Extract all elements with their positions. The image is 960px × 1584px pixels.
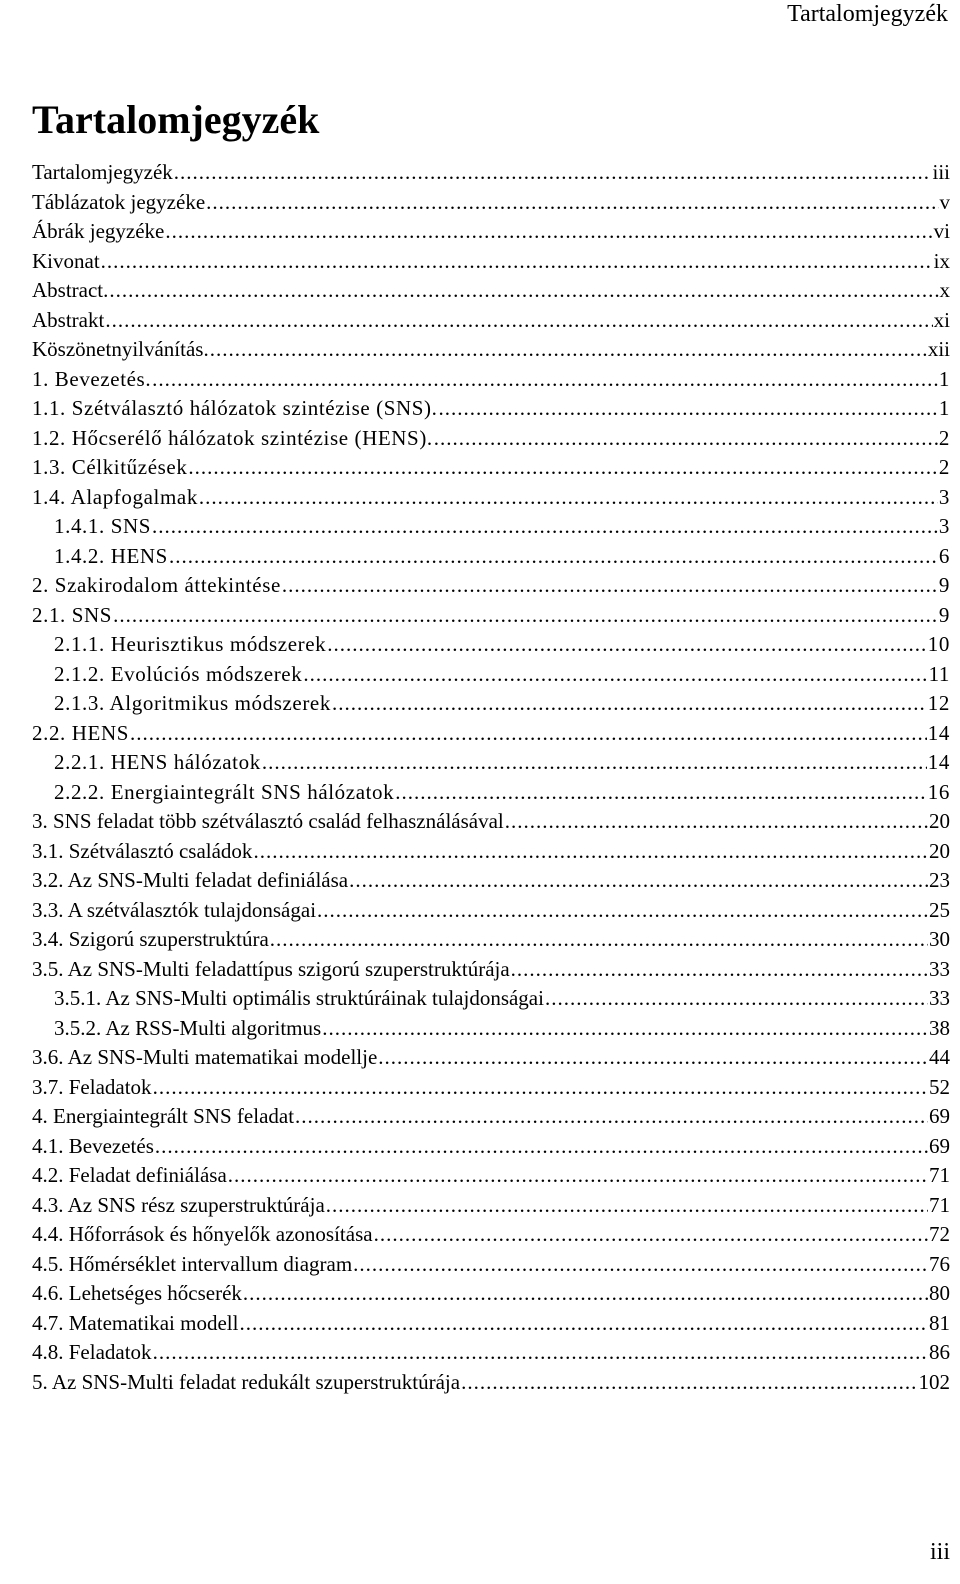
toc-dot-leader: [199, 483, 938, 513]
toc-entry-page: 1: [938, 366, 950, 391]
toc-entry[interactable]: [32, 276, 950, 306]
toc-entry-page: 14: [927, 720, 950, 745]
toc-entry[interactable]: [32, 660, 950, 690]
toc-entry-title: 3.6. Az SNS-Multi matematikai modellje: [32, 1045, 378, 1069]
toc-entry-page: 12: [927, 691, 950, 715]
toc-entry[interactable]: [32, 837, 950, 867]
toc-entry-page: 33: [929, 956, 950, 981]
toc-dot-leader: [253, 837, 928, 867]
toc-entry[interactable]: [32, 483, 950, 513]
toc-entry-page: 71: [929, 1163, 950, 1187]
toc-entry-page: 9: [938, 573, 950, 597]
toc-entry[interactable]: [32, 1073, 950, 1103]
toc-entry-page: 16: [927, 779, 950, 804]
toc-dot-leader: [210, 335, 927, 365]
toc-entry-page: 14: [927, 750, 950, 774]
page-title: Tartalomjegyzék: [32, 97, 320, 142]
toc-entry[interactable]: [32, 306, 950, 336]
toc-entry-title: 4.4. Hőforrások és hőnyelők azonosítása: [32, 1222, 373, 1246]
toc-entry-title: 2.1.1. Heurisztikus módszerek: [54, 632, 327, 656]
toc-entry-page: 20: [929, 809, 950, 833]
toc-entry-title: Ábrák jegyzéke: [32, 219, 165, 243]
toc-entry[interactable]: [32, 1014, 950, 1044]
toc-dot-leader: [243, 1279, 928, 1309]
toc-entry-title: 2.1.2. Evolúciós módszerek: [54, 661, 303, 686]
toc-dot-leader: [353, 1250, 928, 1280]
toc-entry[interactable]: [32, 896, 950, 926]
toc-dot-leader: [101, 247, 933, 277]
toc-entry[interactable]: [32, 247, 950, 277]
toc-entry[interactable]: [32, 1309, 950, 1339]
toc-entry-title: 4.3. Az SNS rész szuperstruktúrája: [32, 1192, 325, 1217]
toc-entry-title: 1.4.1. SNS: [54, 514, 152, 538]
toc-entry[interactable]: [32, 394, 950, 424]
toc-entry-page: 52: [929, 1074, 950, 1099]
toc-entry-page: 30: [929, 927, 950, 951]
toc-entry-title: 2.1.3. Algoritmikus módszerek: [54, 691, 331, 715]
toc-entry[interactable]: [32, 542, 950, 572]
table-of-contents: [32, 158, 950, 1397]
toc-entry-title: 2.2.1. HENS hálózatok: [54, 750, 261, 774]
toc-dot-leader: [228, 1161, 928, 1191]
toc-entry-page: 86: [929, 1340, 950, 1364]
page-number: iii: [929, 1539, 950, 1565]
toc-entry-page: 69: [929, 1104, 950, 1128]
toc-dot-leader: [109, 276, 938, 306]
toc-entry[interactable]: [32, 1338, 950, 1368]
toc-entry[interactable]: [32, 601, 950, 631]
toc-entry[interactable]: [32, 335, 950, 365]
toc-dot-leader: [438, 394, 937, 424]
toc-entry-title: 5. Az SNS-Multi feladat redukált szuperstruktúrája: [32, 1369, 461, 1394]
toc-entry-title: 1.3. Célkitűzések: [32, 455, 188, 479]
toc-dot-leader: [332, 689, 927, 719]
toc-entry-page: 80: [929, 1281, 950, 1305]
toc-entry[interactable]: [32, 689, 950, 719]
toc-entry-page: xii: [927, 337, 950, 361]
toc-entry-page: v: [939, 189, 950, 214]
toc-entry-page: 102: [918, 1369, 950, 1394]
toc-dot-leader: [169, 542, 938, 572]
toc-entry-page: 33: [929, 986, 950, 1010]
toc-entry[interactable]: [32, 1102, 950, 1132]
toc-dot-leader: [461, 1368, 917, 1398]
toc-entry-title: 4.6. Lehetséges hőcserék: [32, 1281, 242, 1305]
toc-entry-title: Tartalomjegyzék: [32, 160, 173, 184]
toc-entry-page: 25: [929, 897, 950, 922]
toc-entry-title: 3.2. Az SNS-Multi feladat definiálása: [32, 868, 349, 892]
toc-dot-leader: [395, 778, 927, 808]
toc-entry[interactable]: [32, 1161, 950, 1191]
toc-entry-title: 1.2. Hőcserélő hálózatok szintézise (HENS).: [32, 425, 433, 450]
toc-entry-title: 2.2. HENS: [32, 720, 129, 745]
toc-entry[interactable]: [32, 1368, 950, 1398]
toc-entry-page: 69: [929, 1133, 950, 1158]
toc-entry-title: 2.2.2. Energiaintegrált SNS hálózatok: [54, 779, 395, 804]
toc-entry-page: 76: [929, 1251, 950, 1276]
toc-entry[interactable]: [32, 984, 950, 1014]
toc-entry-title: 3.5.2. Az RSS-Multi algoritmus: [54, 1015, 322, 1040]
toc-entry[interactable]: [32, 925, 950, 955]
toc-entry-title: 3.4. Szigorú szuperstruktúra: [32, 927, 269, 951]
toc-entry-title: 4.7. Matematikai modell: [32, 1310, 239, 1335]
toc-entry[interactable]: [32, 217, 950, 247]
toc-dot-leader: [130, 719, 927, 749]
toc-entry-title: 2. Szakirodalom áttekintése: [32, 573, 281, 597]
toc-entry[interactable]: [32, 453, 950, 483]
toc-dot-leader: [326, 1191, 928, 1221]
toc-entry-page: 6: [938, 543, 950, 568]
toc-entry-title: 3.7. Feladatok: [32, 1074, 152, 1099]
toc-entry-page: 11: [928, 661, 950, 686]
toc-dot-leader: [153, 1338, 928, 1368]
toc-dot-leader: [378, 1043, 928, 1073]
toc-entry-title: 3.1. Szétválasztó családok: [32, 838, 253, 863]
toc-dot-leader: [206, 188, 938, 218]
toc-entry-title: 4.2. Feladat definiálása: [32, 1163, 227, 1187]
toc-entry[interactable]: [32, 1191, 950, 1221]
toc-entry[interactable]: [32, 571, 950, 601]
toc-entry-page: 44: [929, 1045, 950, 1069]
toc-entry-title: Köszönetnyilvánítás.: [32, 337, 209, 361]
toc-entry-title: 1.4. Alapfogalmak: [32, 484, 198, 509]
toc-dot-leader: [327, 630, 927, 660]
toc-entry[interactable]: [32, 424, 950, 454]
toc-dot-leader: [511, 955, 928, 985]
toc-entry-title: 2.1. SNS: [32, 602, 113, 627]
toc-dot-leader: [545, 984, 928, 1014]
toc-dot-leader: [317, 896, 928, 926]
toc-dot-leader: [153, 1073, 928, 1103]
toc-dot-leader: [165, 217, 932, 247]
toc-entry-title: 4.5. Hőmérséklet intervallum diagram: [32, 1251, 353, 1276]
toc-dot-leader: [155, 1132, 928, 1162]
toc-entry-page: ix: [933, 248, 950, 273]
toc-entry-page: 71: [929, 1192, 950, 1217]
toc-entry[interactable]: [32, 1250, 950, 1280]
toc-entry[interactable]: [32, 719, 950, 749]
toc-entry-title: Kivonat: [32, 248, 100, 273]
toc-entry-page: iii: [932, 160, 950, 184]
toc-entry-page: 3: [938, 484, 950, 509]
toc-entry-title: 3. SNS feladat több szétválasztó család felhasználásával: [32, 809, 504, 833]
toc-entry-title: 4.1. Bevezetés: [32, 1133, 154, 1158]
toc-entry[interactable]: [32, 188, 950, 218]
toc-entry-page: 72: [929, 1222, 950, 1246]
toc-entry-title: 1. Bevezetés.: [32, 366, 152, 391]
toc-dot-leader: [374, 1220, 928, 1250]
toc-entry-page: 20: [929, 838, 950, 863]
toc-entry-title: 1.4.2. HENS: [54, 543, 168, 568]
toc-entry-page: xi: [933, 307, 950, 332]
toc-entry-page: 38: [929, 1015, 950, 1040]
toc-entry[interactable]: [32, 866, 950, 896]
toc-entry[interactable]: [32, 807, 950, 837]
toc-dot-leader: [282, 571, 938, 601]
toc-dot-leader: [152, 512, 938, 542]
toc-entry-page: 2: [938, 455, 950, 479]
toc-entry-page: 1: [938, 396, 950, 420]
toc-entry[interactable]: [32, 158, 950, 188]
toc-entry-page: 10: [927, 632, 950, 656]
toc-entry[interactable]: [32, 1279, 950, 1309]
toc-dot-leader: [262, 748, 927, 778]
toc-dot-leader: [270, 925, 928, 955]
toc-dot-leader: [105, 306, 932, 336]
toc-dot-leader: [174, 158, 932, 188]
toc-dot-leader: [434, 424, 938, 454]
toc-dot-leader: [239, 1309, 928, 1339]
toc-entry-page: 9: [938, 602, 950, 627]
toc-dot-leader: [349, 866, 928, 896]
toc-entry[interactable]: [32, 630, 950, 660]
toc-entry-page: 3: [938, 514, 950, 538]
toc-entry[interactable]: [32, 365, 950, 395]
toc-entry[interactable]: [32, 1043, 950, 1073]
toc-entry-title: Abstrakt: [32, 307, 105, 332]
toc-entry-title: 3.3. A szétválasztók tulajdonságai: [32, 897, 317, 922]
toc-dot-leader: [505, 807, 928, 837]
toc-entry[interactable]: [32, 748, 950, 778]
toc-entry-page: 81: [929, 1310, 950, 1335]
running-header: Tartalomjegyzék: [787, 1, 948, 27]
toc-entry-title: 4.8. Feladatok: [32, 1340, 152, 1364]
toc-entry[interactable]: [32, 1132, 950, 1162]
toc-entry[interactable]: [32, 512, 950, 542]
toc-entry-title: Abstract.: [32, 278, 109, 302]
toc-entry-title: Táblázatok jegyzéke: [32, 189, 206, 214]
toc-entry-page: vi: [933, 219, 950, 243]
toc-entry-title: 4. Energiaintegrált SNS feladat: [32, 1104, 295, 1128]
toc-dot-leader: [113, 601, 938, 631]
toc-entry[interactable]: [32, 778, 950, 808]
toc-dot-leader: [188, 453, 937, 483]
toc-entry-title: 1.1. Szétválasztó hálózatok szintézise (SNS).: [32, 396, 438, 420]
toc-entry[interactable]: [32, 955, 950, 985]
toc-dot-leader: [295, 1102, 928, 1132]
toc-entry-page: 23: [929, 868, 950, 892]
toc-dot-leader: [303, 660, 927, 690]
toc-entry[interactable]: [32, 1220, 950, 1250]
toc-entry-title: 3.5.1. Az SNS-Multi optimális struktúráinak tulajdonságai: [54, 986, 544, 1010]
toc-dot-leader: [152, 365, 938, 395]
toc-entry-page: x: [939, 278, 950, 302]
toc-entry-page: 2: [938, 425, 950, 450]
toc-dot-leader: [322, 1014, 928, 1044]
toc-entry-title: 3.5. Az SNS-Multi feladattípus szigorú szuperstruktúrája: [32, 956, 510, 981]
